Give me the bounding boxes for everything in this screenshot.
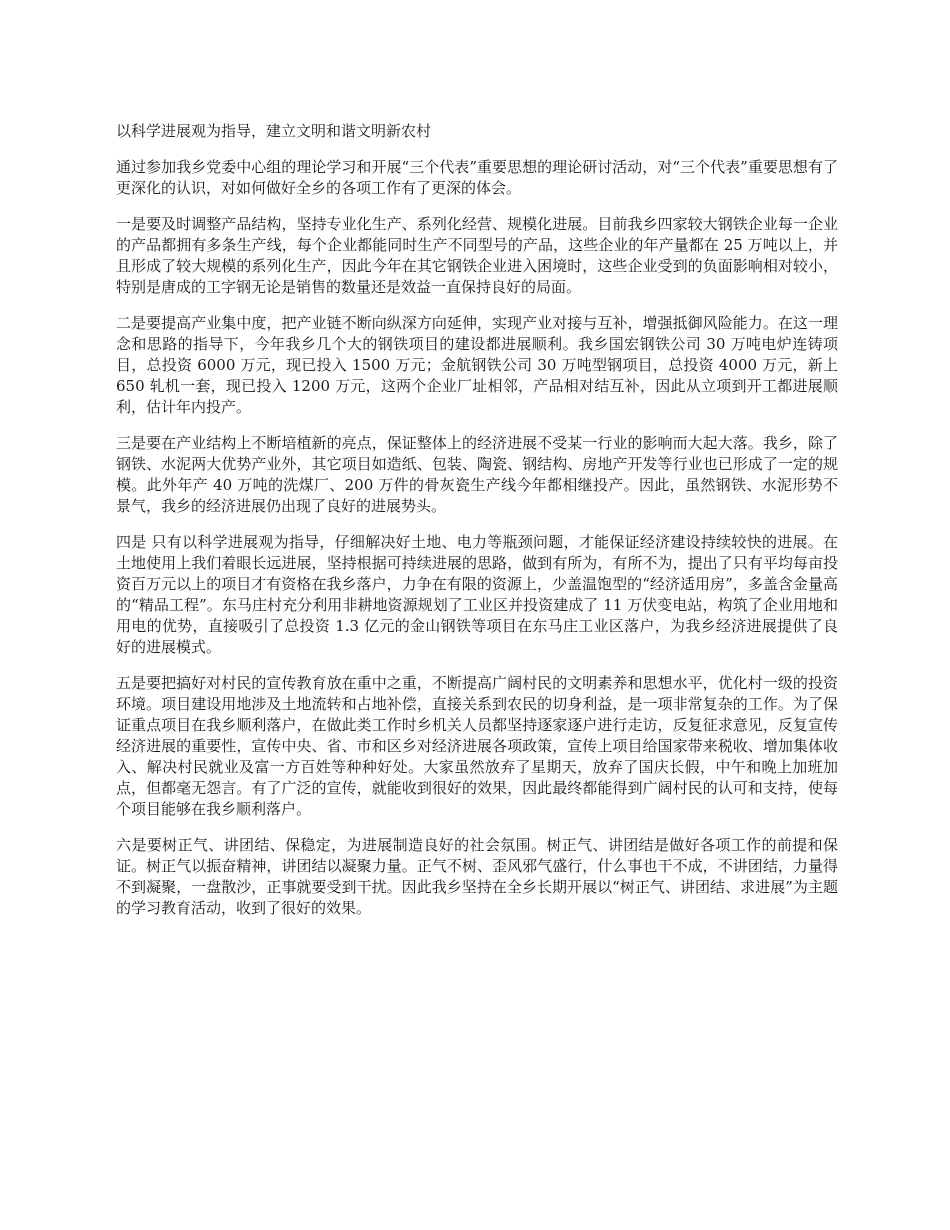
paragraph-intro: 通过参加我乡党委中心组的理论学习和开展“三个代表”重要思想的理论研讨活动，对“三个代表”重要思想有了更深化的认识，对如何做好全乡的各项工作有了更深的体会。 bbox=[116, 158, 838, 197]
paragraph-6-social-atmosphere: 六是要树正气、讲团结、保稳定，为进展制造良好的社会氛围。树正气、讲团结是做好各项工作的前提和保证。树正气以振奋精神，讲团结以凝聚力量。正气不树、歪风邪气盛行，什么事也干不成，不讲团结，力量得不到凝聚，一盘散沙，正事就要受到干扰。因此我乡坚持在全乡长期开展以“树正气、讲团结、求进展”为主题的学习教育活动，收到了很好的效果。 bbox=[116, 836, 838, 917]
document-body bbox=[116, 121, 838, 934]
paragraph-2-industry-concentration: 二是要提高产业集中度，把产业链不断向纵深方向延伸，实现产业对接与互补，增强抵御风险能力。在这一理念和思路的指导下，今年我乡几个大的钢铁项目的建设都进展顺利。我乡国宏钢铁公司 30 万吨电炉连铸项目，总投资 6000 万元，现已投入 1500 万元；金航钢铁公司 30 万吨型钢项目，总投资 4000 万元，新上 650 轧机一套，现已投入 1200 万元，这两个企业厂址相邻，产品相对结互补，因此从立项到开工都进展顺利，估计年内投产。 bbox=[116, 314, 838, 416]
paragraph-1-product-structure: 一是要及时调整产品结构，坚持专业化生产、系列化经营、规模化进展。目前我乡四家较大钢铁企业每一企业的产品都拥有多条生产线，每个企业都能同时生产不同型号的产品，这些企业的年产量都在 25 万吨以上，并且形成了较大规模的系列化生产，因此今年在其它钢铁企业进入困境时，这些企业受到的负面影响相对较小，特别是唐成的工字钢无论是销售的数量还是效益一直保持良好的局面。 bbox=[116, 215, 838, 296]
document-title: 以科学进展观为指导，建立文明和谐文明新农村 bbox=[116, 122, 432, 140]
paragraph-3-industry-structure: 三是要在产业结构上不断培植新的亮点，保证整体上的经济进展不受某一行业的影响而大起大落。我乡，除了钢铁、水泥两大优势产业外，其它项目如造纸、包装、陶瓷、钢结构、房地产开发等行业也已形成了一定的规模。此外年产 40 万吨的洗煤厂、200 万件的骨灰瓷生产线今年都相继投产。因此，虽然钢铁、水泥形势不景气，我乡的经济进展仍出现了良好的进展势头。 bbox=[116, 434, 838, 515]
paragraph-5-publicity-education: 五是要把搞好对村民的宣传教育放在重中之重，不断提高广阔村民的文明素养和思想水平，优化村一级的投资环境。项目建设用地涉及土地流转和占地补偿，直接关系到农民的切身利益，是一项非常复杂的工作。为了保证重点项目在我乡顺利落户，在做此类工作时乡机关人员都坚持逐家逐户进行走访，反复征求意见，反复宣传经济进展的重要性，宣传中央、省、市和区乡对经济进展各项政策，宣传上项目给国家带来税收、增加集体收入、解决村民就业及富一方百姓等种种好处。大家虽然放弃了星期天，放弃了国庆长假，中午和晚上加班加点，但都毫无怨言。有了广泛的宣传，就能收到很好的效果，因此最终都能得到广阔村民的认可和支持，使每个项目能够在我乡顺利落户。 bbox=[116, 674, 838, 818]
paragraph-4-land-power: 四是 只有以科学进展观为指导，仔细解决好土地、电力等瓶颈问题，才能保证经济建设持续较快的进展。在土地使用上我们着眼长远进展，坚持根据可持续进展的思路，做到有所为，有所不为，提出了只有平均每亩投资百万元以上的项目才有资格在我乡落户，力争在有限的资源上，少盖温饱型的“经济适用房”，多盖含金量高的“精品工程”。东马庄村充分利用非耕地资源规划了工业区并投资建成了 11 万伏变电站，构筑了企业用地和用电的优势，直接吸引了总投资 1.3 亿元的金山钢铁等项目在东马庄工业区落户，为我乡经济进展提供了良好的进展模式。 bbox=[116, 533, 838, 656]
